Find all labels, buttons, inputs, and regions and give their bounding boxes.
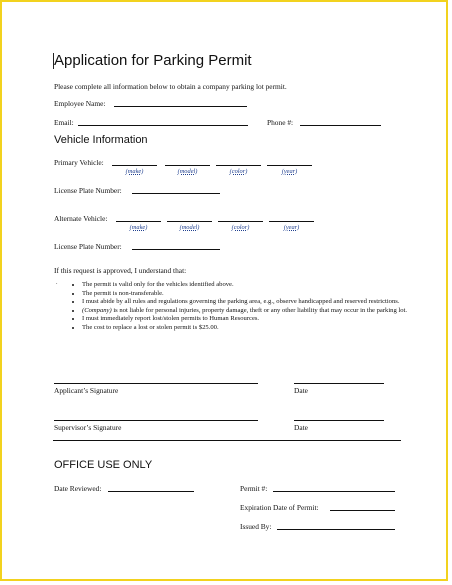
alternate-license-plate-label: License Plate Number: — [54, 242, 122, 251]
section-divider — [53, 440, 401, 441]
employee-name-field[interactable] — [114, 106, 247, 107]
expiration-date-field[interactable] — [330, 510, 395, 511]
terms-item: • I must abide by all rules and regulations governing the parking area, e.g., observe handicapped and reserved restrictions. — [82, 298, 412, 307]
terms-item-rest: is not liable for personal injuries, property damage, theft or any other liability that may occur in the parking lot. — [111, 306, 408, 314]
primary-year-caption: (year) — [281, 168, 298, 175]
alternate-model-caption: (model) — [179, 224, 200, 231]
employee-name-label: Employee Name: — [54, 99, 106, 108]
issued-by-field[interactable] — [277, 529, 395, 530]
alternate-model-field[interactable] — [167, 221, 212, 222]
primary-vehicle-label: Primary Vehicle: — [54, 158, 104, 167]
primary-model-field[interactable] — [165, 165, 210, 166]
alternate-vehicle-label: Alternate Vehicle: — [54, 214, 108, 223]
primary-model-caption: (model) — [177, 168, 198, 175]
understand-text: If this request is approved, I understand that: — [54, 266, 187, 275]
applicant-signature-label: Applicant’s Signature — [54, 386, 119, 395]
form-title: Application for Parking Permit — [54, 52, 252, 69]
supervisor-signature-field[interactable] — [54, 420, 258, 421]
email-label: Email: — [54, 118, 74, 127]
issued-by-label: Issued By: — [240, 522, 272, 531]
alternate-color-caption: (color) — [231, 224, 250, 231]
primary-license-plate-label: License Plate Number: — [54, 186, 122, 195]
applicant-signature-field[interactable] — [54, 383, 258, 384]
terms-list — [70, 281, 412, 332]
supervisor-date-field[interactable] — [294, 420, 384, 421]
intro-text: Please complete all information below to obtain a company parking lot permit. — [54, 82, 287, 91]
supervisor-signature-label: Supervisor’s Signature — [54, 423, 122, 432]
stray-mark: . — [56, 280, 58, 286]
supervisor-date-label: Date — [294, 423, 308, 432]
alternate-make-field[interactable] — [116, 221, 161, 222]
primary-make-caption: (make) — [125, 168, 144, 175]
expiration-date-label: Expiration Date of Permit: — [240, 503, 319, 512]
applicant-date-field[interactable] — [294, 383, 384, 384]
alternate-make-caption: (make) — [129, 224, 148, 231]
primary-year-field[interactable] — [267, 165, 312, 166]
company-placeholder: (Company) — [82, 306, 112, 314]
email-field[interactable] — [78, 125, 248, 126]
applicant-date-label: Date — [294, 386, 308, 395]
date-reviewed-field[interactable] — [108, 491, 194, 492]
alternate-year-field[interactable] — [269, 221, 314, 222]
terms-item: • The cost to replace a lost or stolen permit is $25.00. — [82, 324, 412, 333]
alternate-license-plate-field[interactable] — [132, 249, 220, 250]
terms-item — [82, 307, 412, 316]
phone-field[interactable] — [300, 125, 381, 126]
primary-license-plate-field[interactable] — [132, 193, 220, 194]
terms-item: • The permit is valid only for the vehicles identified above. — [82, 281, 412, 290]
permit-number-field[interactable] — [273, 491, 395, 492]
terms-item: • The permit is non-transferable. — [82, 290, 412, 299]
phone-label: Phone #: — [267, 118, 294, 127]
alternate-year-caption: (year) — [283, 224, 300, 231]
vehicle-info-heading: Vehicle Information — [54, 134, 148, 146]
date-reviewed-label: Date Reviewed: — [54, 484, 102, 493]
terms-item: • I must immediately report lost/stolen permits to Human Resources. — [82, 315, 412, 324]
office-use-heading: OFFICE USE ONLY — [54, 459, 153, 471]
primary-make-field[interactable] — [112, 165, 157, 166]
alternate-color-field[interactable] — [218, 221, 263, 222]
primary-color-caption: (color) — [229, 168, 248, 175]
permit-number-label: Permit #: — [240, 484, 268, 493]
primary-color-field[interactable] — [216, 165, 261, 166]
